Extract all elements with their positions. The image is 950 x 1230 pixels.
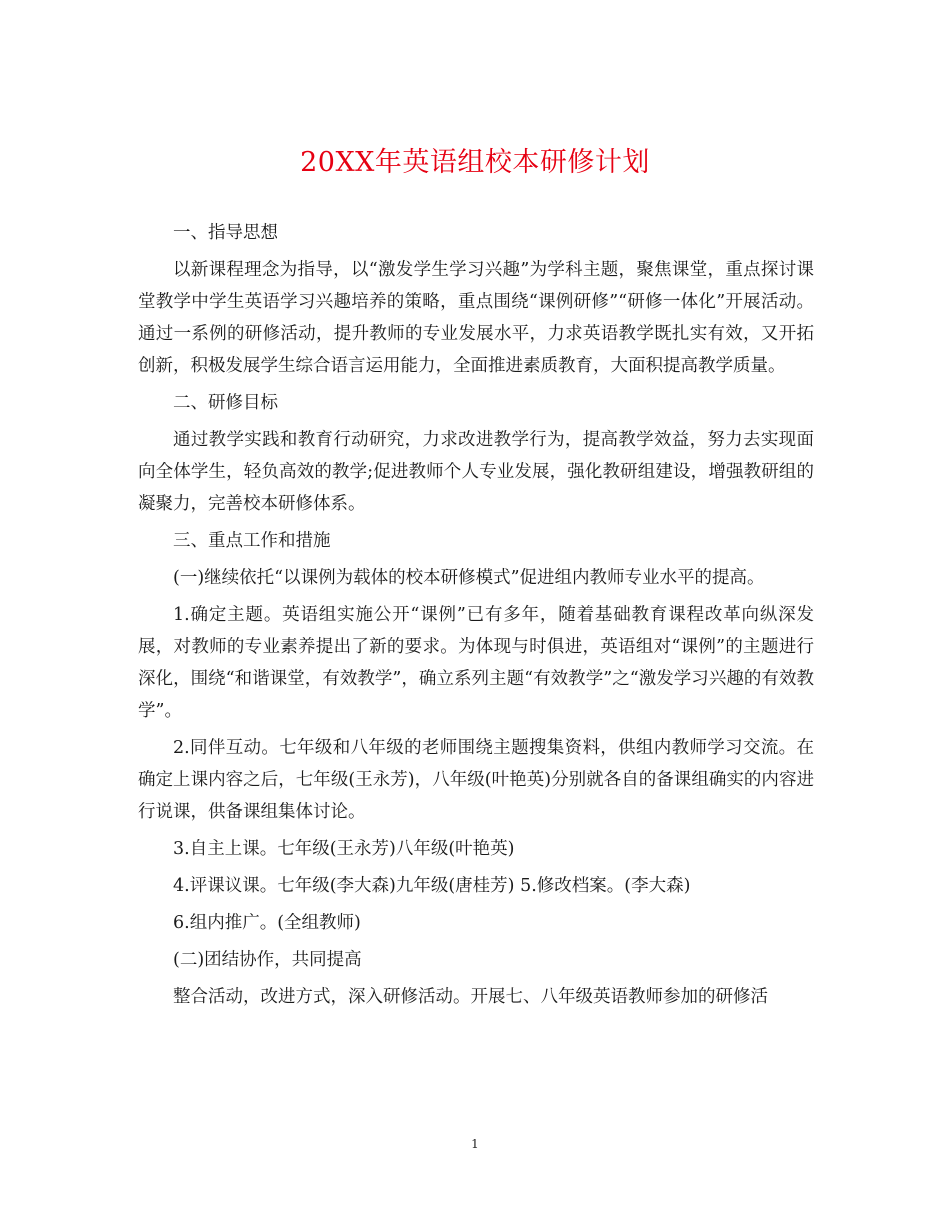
paragraph-independent-class: 3.自主上课。七年级(王永芳)八年级(叶艳英): [173, 839, 515, 859]
page-number: 1: [471, 1137, 479, 1151]
paragraph-key-work-1: (一)继续依托“以课例为载体的校本研修模式”促进组内教师专业水平的提高。: [173, 568, 765, 588]
document-body: [138, 217, 814, 1018]
paragraph-cooperation: (二)团结协作，共同提高: [173, 950, 362, 970]
paragraph-guiding-thought: 以新课程理念为指导，以“激发学生学习兴趣”为学科主题，聚焦课堂，重点探讨课堂教学中学生英语学习兴趣培养的策略，重点围绕“课例研修”“研修一体化”开展活动。通过一系例的研修活动，提升教师的专业发展水平，力求英语教学既扎实有效，又开拓创新，积极发展学生综合语言运用能力，全面推进素质教育，大面积提高教学质量。: [138, 260, 814, 376]
paragraph-evaluate-class: 4.评课议课。七年级(李大森)九年级(唐桂芳) 5.修改档案。(李大森): [173, 876, 691, 896]
paragraph-integrate-activities: 整合活动，改进方式，深入研修活动。开展七、八年级英语教师参加的研修活: [173, 987, 768, 1007]
document-title: 20XX年英语组校本研修计划: [300, 147, 650, 178]
section-heading-research-goals: 二、研修目标: [173, 393, 278, 413]
paragraph-group-promotion: 6.组内推广。(全组教师): [173, 913, 361, 933]
section-heading-guiding-thought: 一、指导思想: [173, 223, 278, 243]
paragraph-determine-theme: 1.确定主题。英语组实施公开“课例”已有多年，随着基础教育课程改革向纵深发展，对教师的专业素养提出了新的要求。为体现与时俱进，英语组对“课例”的主题进行深化，围绕“和谐课堂，有效教学”，确立系列主题“有效教学”之“激发学习兴趣的有效教学”。: [138, 605, 814, 721]
section-heading-key-work: 三、重点工作和措施: [173, 531, 331, 551]
paragraph-peer-interaction: 2.同伴互动。七年级和八年级的老师围绕主题搜集资料，供组内教师学习交流。在确定上课内容之后，七年级(王永芳)，八年级(叶艳英)分别就各自的备课组确实的内容进行说课，供备课组集体讨论。: [138, 738, 814, 822]
paragraph-research-goals: 通过教学实践和教育行动研究，力求改进教学行为，提高教学效益，努力去实现面向全体学生，轻负高效的教学;促进教师个人专业发展，强化教研组建设，增强教研组的凝聚力，完善校本研修体系。: [138, 430, 814, 514]
